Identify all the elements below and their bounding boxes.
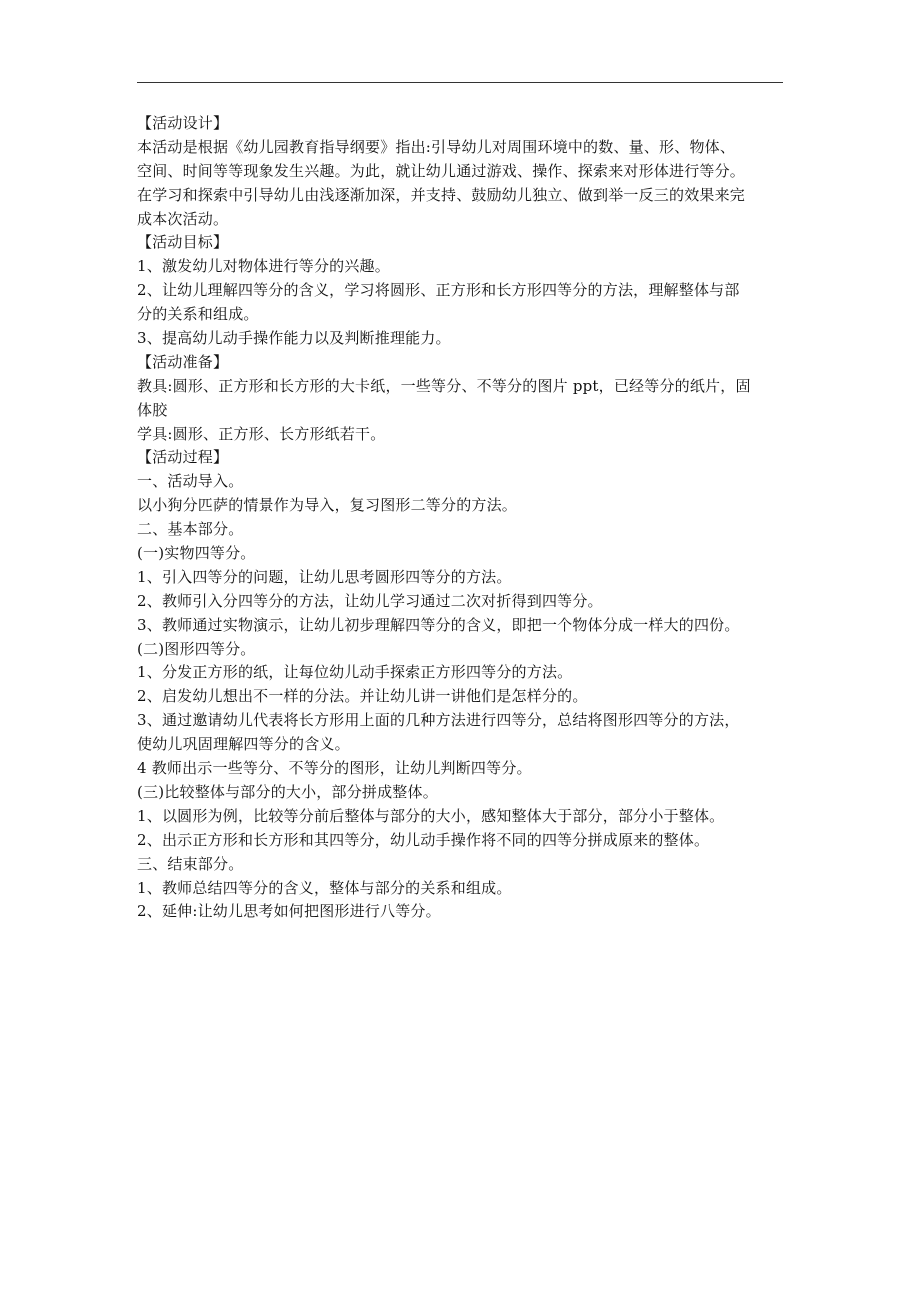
- list-item: 3、通过邀请幼儿代表将长方形用上面的几种方法进行四等分，总结将图形四等分的方法，: [137, 711, 740, 730]
- paragraph-line: 学具:圆形、正方形、长方形纸若干。: [137, 424, 386, 443]
- subheading: 三、结束部分。: [137, 854, 244, 873]
- list-item: 3、提高幼儿动手操作能力以及判断推理能力。: [137, 329, 451, 348]
- list-item: 2、教师引入分四等分的方法，让幼儿学习通过二次对折得到四等分。: [137, 591, 603, 610]
- paragraph-line: 本活动是根据《幼儿园教育指导纲要》指出:引导幼儿对周围环境中的数、量、形、物体、: [137, 137, 736, 156]
- section-heading-process: 【活动过程】: [137, 448, 229, 467]
- section-heading-goals: 【活动目标】: [137, 233, 229, 252]
- paragraph-line: 空间、时间等等现象发生兴趣。为此，就让幼儿通过游戏、操作、探索来对形体进行等分。: [137, 161, 746, 180]
- subheading: (一)实物四等分。: [137, 544, 256, 563]
- section-heading-preparation: 【活动准备】: [137, 352, 229, 371]
- paragraph-line: 在学习和探索中引导幼儿由浅逐渐加深，并支持、鼓励幼儿独立、做到举一反三的效果来完: [137, 185, 746, 204]
- section-heading-design: 【活动设计】: [137, 114, 229, 132]
- list-item: 2、启发幼儿想出不一样的分法。并让幼儿讲一讲他们是怎样分的。: [137, 687, 588, 706]
- paragraph-line: 体胶: [137, 400, 168, 419]
- paragraph-line: 教具:圆形、正方形和长方形的大卡纸，一些等分、不等分的图片 ppt，已经等分的纸片，固: [137, 376, 751, 395]
- document-body: [137, 112, 787, 924]
- list-item: 1、教师总结四等分的含义，整体与部分的关系和组成。: [137, 878, 512, 897]
- header-rule: [137, 82, 783, 83]
- list-item: 1、激发幼儿对物体进行等分的兴趣。: [137, 257, 390, 276]
- list-item-continuation: 分的关系和组成。: [137, 305, 259, 324]
- subheading: 一、活动导入。: [137, 472, 244, 491]
- paragraph-line: 以小狗分匹萨的情景作为导入，复习图形二等分的方法。: [137, 496, 518, 515]
- list-item: 3、教师通过实物演示，让幼儿初步理解四等分的含义，即把一个物体分成一样大的四份。: [137, 615, 740, 634]
- list-item: 2、出示正方形和长方形和其四等分，幼儿动手操作将不同的四等分拼成原来的整体。: [137, 830, 710, 849]
- subheading: (三)比较整体与部分的大小，部分拼成整体。: [137, 782, 438, 801]
- list-item: 4 教师出示一些等分、不等分的图形，让幼儿判断四等分。: [137, 759, 532, 778]
- list-item: 1、以圆形为例，比较等分前后整体与部分的大小，感知整体大于部分，部分小于整体。: [137, 806, 725, 825]
- list-item: 2、让幼儿理解四等分的含义，学习将圆形、正方形和长方形四等分的方法，理解整体与部: [137, 281, 740, 300]
- subheading: (二)图形四等分。: [137, 639, 256, 658]
- subheading: 二、基本部分。: [137, 520, 244, 539]
- list-item: 1、分发正方形的纸，让每位幼儿动手探索正方形四等分的方法。: [137, 663, 573, 682]
- list-item-continuation: 使幼儿巩固理解四等分的含义。: [137, 735, 350, 754]
- list-item: 2、延伸:让幼儿思考如何把图形进行八等分。: [137, 902, 441, 921]
- paragraph-line: 成本次活动。: [137, 209, 229, 228]
- list-item: 1、引入四等分的问题，让幼儿思考圆形四等分的方法。: [137, 567, 512, 586]
